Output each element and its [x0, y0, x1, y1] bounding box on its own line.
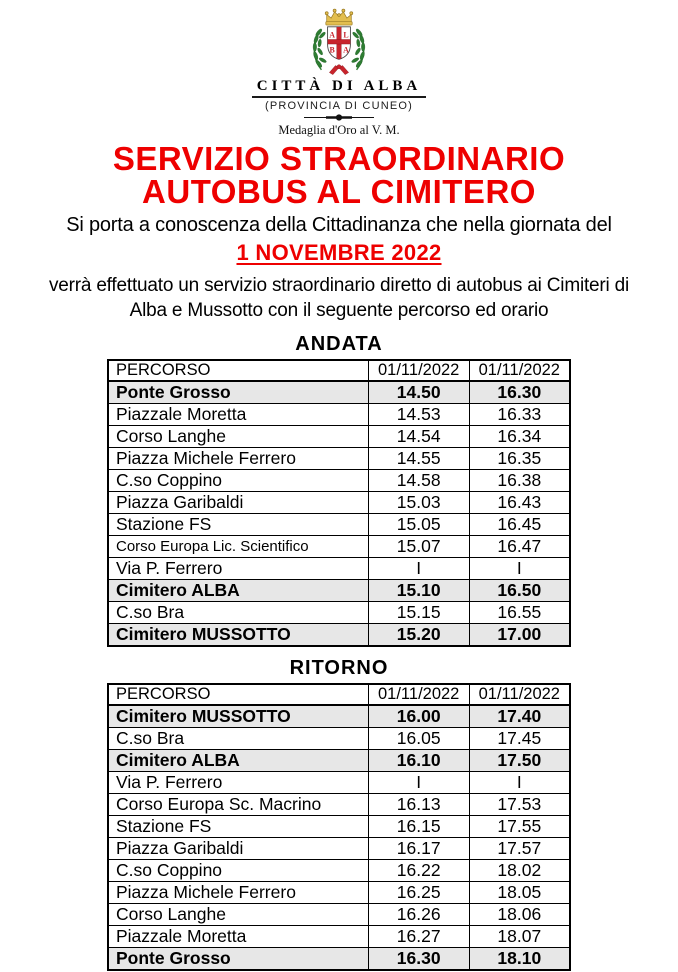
city-crest-graphic — [293, 4, 385, 76]
table-row — [108, 492, 570, 514]
time-cell-1: I — [368, 772, 469, 794]
time-cell-2: 18.06 — [469, 904, 570, 926]
time-cell-2: 17.40 — [469, 705, 570, 728]
table-row — [108, 404, 570, 426]
table-row — [108, 794, 570, 816]
letterhead — [0, 76, 678, 138]
notice-title — [0, 142, 678, 208]
column-header-date-2: 01/11/2022 — [469, 360, 570, 381]
table-row — [108, 470, 570, 492]
table-row — [108, 536, 570, 558]
table-row — [108, 750, 570, 772]
time-cell-2: 16.43 — [469, 492, 570, 514]
stop-cell: Ponte Grosso — [108, 381, 368, 404]
table-row — [108, 624, 570, 647]
time-cell-1: 14.58 — [368, 470, 469, 492]
time-cell-2: 16.33 — [469, 404, 570, 426]
divider-icon — [304, 113, 374, 122]
timetable-ritorno — [107, 683, 571, 971]
time-cell-1: 16.26 — [368, 904, 469, 926]
table-row — [108, 602, 570, 624]
time-cell-1: 14.53 — [368, 404, 469, 426]
ornament-divider — [0, 113, 678, 122]
column-header-date-2: 01/11/2022 — [469, 684, 570, 705]
time-cell-1: 16.13 — [368, 794, 469, 816]
time-cell-2: 17.45 — [469, 728, 570, 750]
time-cell-1: 15.07 — [368, 536, 469, 558]
time-cell-2: 16.34 — [469, 426, 570, 448]
stop-cell: Ponte Grosso — [108, 948, 368, 971]
stop-cell: Corso Langhe — [108, 904, 368, 926]
notice-title-line1: SERVIZIO STRAORDINARIO — [112, 140, 566, 177]
table-row — [108, 426, 570, 448]
time-cell-2: 16.35 — [469, 448, 570, 470]
time-cell-1: 14.54 — [368, 426, 469, 448]
time-cell-1: 16.22 — [368, 860, 469, 882]
stop-cell: Cimitero MUSSOTTO — [108, 705, 368, 728]
time-cell-2: 17.50 — [469, 750, 570, 772]
stop-cell: Via P. Ferrero — [108, 558, 368, 580]
svg-text:A: A — [343, 45, 349, 55]
shield-icon — [328, 27, 351, 62]
event-date-line — [0, 240, 678, 266]
province-name: (PROVINCIA DI CUNEO) — [264, 100, 414, 112]
time-cell-2: 18.05 — [469, 882, 570, 904]
table-row — [108, 948, 570, 971]
table-header-row — [108, 360, 570, 381]
stop-cell: Corso Europa Lic. Scientifico — [108, 536, 368, 558]
time-cell-1: 16.00 — [368, 705, 469, 728]
stop-cell: Corso Europa Sc. Macrino — [108, 794, 368, 816]
table-row — [108, 926, 570, 948]
body-text-line1: verrà effettuato un servizio straordinario diretto di autobus ai Cimiteri di — [48, 275, 630, 296]
section-title-andata: ANDATA — [295, 333, 383, 356]
time-cell-2: 17.53 — [469, 794, 570, 816]
time-cell-1: 14.50 — [368, 381, 469, 404]
stop-cell: Via P. Ferrero — [108, 772, 368, 794]
time-cell-2: 18.07 — [469, 926, 570, 948]
stop-cell: Piazza Michele Ferrero — [108, 448, 368, 470]
section-title-ritorno: RITORNO — [289, 657, 389, 680]
time-cell-1: 16.25 — [368, 882, 469, 904]
time-cell-2: 18.02 — [469, 860, 570, 882]
time-cell-2: 18.10 — [469, 948, 570, 971]
stop-cell: Piazza Michele Ferrero — [108, 882, 368, 904]
column-header-date-1: 01/11/2022 — [368, 360, 469, 381]
stop-cell: C.so Bra — [108, 602, 368, 624]
time-cell-1: I — [368, 558, 469, 580]
ribbon-icon — [329, 65, 348, 75]
stop-cell: Cimitero ALBA — [108, 750, 368, 772]
table-row — [108, 882, 570, 904]
table-row — [108, 772, 570, 794]
time-cell-1: 15.15 — [368, 602, 469, 624]
stop-cell: C.so Coppino — [108, 860, 368, 882]
time-cell-2: 17.55 — [469, 816, 570, 838]
time-cell-1: 16.10 — [368, 750, 469, 772]
table-row — [108, 728, 570, 750]
svg-text:A: A — [329, 30, 336, 40]
stop-cell: Corso Langhe — [108, 426, 368, 448]
time-cell-2: 16.30 — [469, 381, 570, 404]
time-cell-2: 16.38 — [469, 470, 570, 492]
body-text — [0, 273, 678, 323]
table-row — [108, 705, 570, 728]
stop-cell: Piazza Garibaldi — [108, 838, 368, 860]
notice-title-line2: AUTOBUS AL CIMITERO — [142, 173, 536, 210]
table-row — [108, 816, 570, 838]
table-row — [108, 838, 570, 860]
event-date: 1 NOVEMBRE 2022 — [236, 240, 442, 265]
time-cell-1: 16.15 — [368, 816, 469, 838]
motto: Medaglia d'Oro al V. M. — [278, 123, 400, 137]
time-cell-1: 15.05 — [368, 514, 469, 536]
time-cell-1: 16.27 — [368, 926, 469, 948]
time-cell-1: 14.55 — [368, 448, 469, 470]
table-row — [108, 580, 570, 602]
timetable-andata — [107, 359, 571, 647]
column-header-percorso: PERCORSO — [108, 684, 368, 705]
time-cell-2: 17.00 — [469, 624, 570, 647]
time-cell-2: 17.57 — [469, 838, 570, 860]
city-name: CITTÀ DI ALBA — [252, 78, 427, 98]
svg-text:L: L — [343, 30, 349, 40]
time-cell-1: 15.20 — [368, 624, 469, 647]
time-cell-2: I — [469, 558, 570, 580]
intro-text: Si porta a conoscenza della Cittadinanza che nella giornata del — [66, 214, 612, 236]
time-cell-2: 16.45 — [469, 514, 570, 536]
column-header-percorso: PERCORSO — [108, 360, 368, 381]
stop-cell: Piazzale Moretta — [108, 926, 368, 948]
svg-text:B: B — [329, 45, 335, 55]
stop-cell: Piazzale Moretta — [108, 404, 368, 426]
table-header-row — [108, 684, 570, 705]
table-row — [108, 448, 570, 470]
table-row — [108, 558, 570, 580]
stop-cell: C.so Bra — [108, 728, 368, 750]
table-row — [108, 860, 570, 882]
crown-icon — [325, 9, 353, 25]
table-row — [108, 514, 570, 536]
stop-cell: Stazione FS — [108, 816, 368, 838]
stop-cell: Stazione FS — [108, 514, 368, 536]
column-header-date-1: 01/11/2022 — [368, 684, 469, 705]
time-cell-1: 15.03 — [368, 492, 469, 514]
city-crest — [0, 0, 678, 76]
stop-cell: Cimitero MUSSOTTO — [108, 624, 368, 647]
time-cell-1: 16.30 — [368, 948, 469, 971]
time-cell-2: 16.47 — [469, 536, 570, 558]
time-cell-1: 16.17 — [368, 838, 469, 860]
time-cell-2: 16.50 — [469, 580, 570, 602]
body-text-line2: Alba e Mussotto con il seguente percorso ed orario — [129, 300, 549, 322]
table-row — [108, 381, 570, 404]
time-cell-1: 15.10 — [368, 580, 469, 602]
time-cell-2: I — [469, 772, 570, 794]
stop-cell: C.so Coppino — [108, 470, 368, 492]
table-row — [108, 904, 570, 926]
time-cell-2: 16.55 — [469, 602, 570, 624]
stop-cell: Cimitero ALBA — [108, 580, 368, 602]
time-cell-1: 16.05 — [368, 728, 469, 750]
stop-cell: Piazza Garibaldi — [108, 492, 368, 514]
